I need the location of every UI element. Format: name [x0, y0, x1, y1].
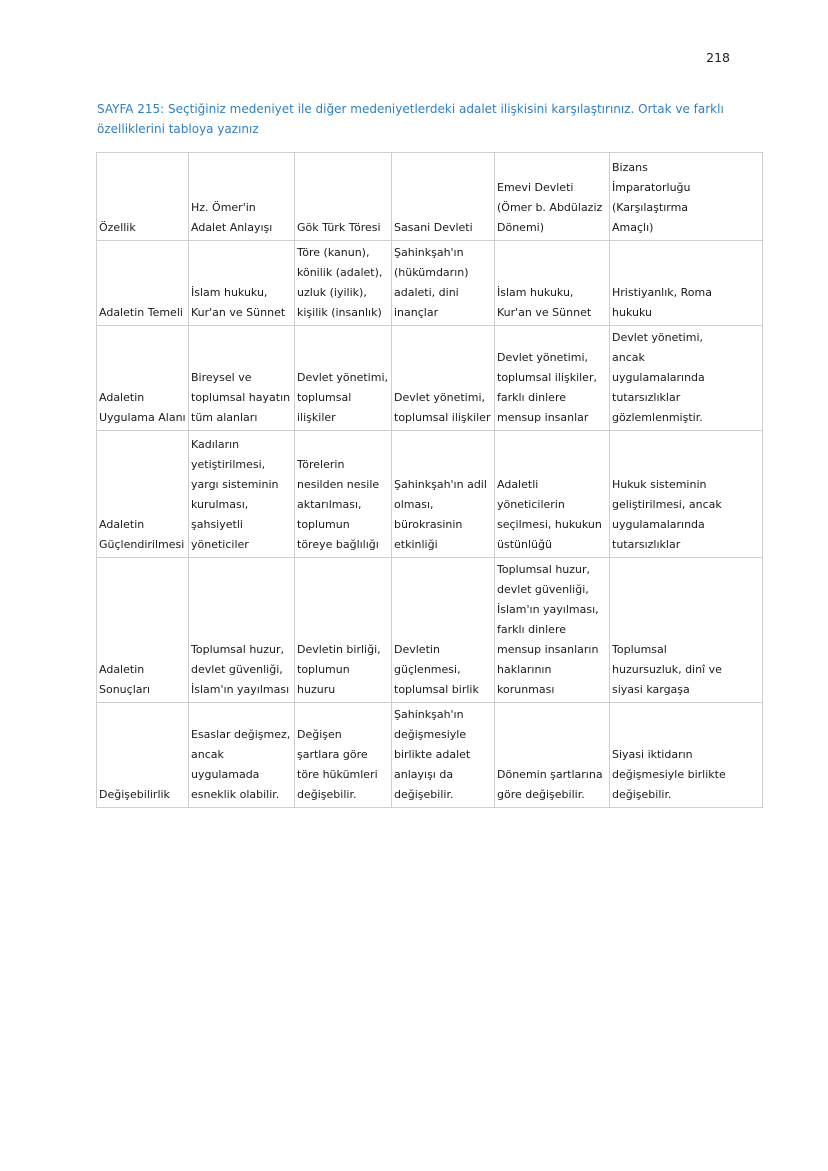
table-cell: Devlet yönetimi, toplumsal ilişkiler, farklı dinlere mensup insanlar: [495, 326, 610, 431]
header-cell-sasani: Sasani Devleti: [392, 153, 495, 241]
table-cell: Adaletli yöneticilerin seçilmesi, hukukun üstünlüğü: [495, 431, 610, 558]
header-cell-gokturk: Gök Türk Töresi: [295, 153, 392, 241]
row-label-cell: Adaletin Uygulama Alanı: [97, 326, 189, 431]
table-cell: Şahinkşah'ın (hükümdarın) adaleti, dini inançlar: [392, 241, 495, 326]
table-cell: Şahinkşah'ın adil olması, bürokrasinin etkinliği: [392, 431, 495, 558]
row-label-cell: Adaletin Temeli: [97, 241, 189, 326]
table-row: [97, 326, 763, 431]
table-cell: Devletin birliği, toplumun huzuru: [295, 558, 392, 703]
table-row: [97, 431, 763, 558]
page-number: 218: [706, 50, 730, 65]
header-cell-feature: Özellik: [97, 153, 189, 241]
table-cell: Hristiyanlık, Roma hukuku: [610, 241, 763, 326]
table-row: [97, 558, 763, 703]
table-cell: Toplumsal huzur, devlet güvenliği, İslam'ın yayılması, farklı dinlere mensup insanların haklarının korunması: [495, 558, 610, 703]
table-cell: Değişen şartlara göre töre hükümleri değişebilir.: [295, 703, 392, 808]
table-cell: İslam hukuku, Kur'an ve Sünnet: [495, 241, 610, 326]
table-cell: Töre (kanun), könilik (adalet), uzluk (iyilik), kişilik (insanlık): [295, 241, 392, 326]
row-label-cell: Değişebilirlik: [97, 703, 189, 808]
exercise-heading: SAYFA 215: Seçtiğiniz medeniyet ile diğer medeniyetlerdeki adalet ilişkisini karşılaştırınız. Ortak ve farklı özelliklerini tabloya yazınız: [97, 102, 724, 136]
table-row: [97, 703, 763, 808]
table-cell: Hukuk sisteminin geliştirilmesi, ancak uygulamalarında tutarsızlıklar: [610, 431, 763, 558]
table-cell: Devletin güçlenmesi, toplumsal birlik: [392, 558, 495, 703]
table-cell: Devlet yönetimi, toplumsal ilişkiler: [392, 326, 495, 431]
header-cell-bizans: Bizans İmparatorluğu (Karşılaştırma Amaçlı): [610, 153, 763, 241]
row-label-cell: Adaletin Güçlendirilmesi: [97, 431, 189, 558]
table-cell: Kadıların yetiştirilmesi, yargı sisteminin kurulması, şahsiyetli yöneticiler: [189, 431, 295, 558]
table-cell: Toplumsal huzursuzluk, dinî ve siyasi kargaşa: [610, 558, 763, 703]
table-cell: İslam hukuku, Kur'an ve Sünnet: [189, 241, 295, 326]
table-cell: Şahinkşah'ın değişmesiyle birlikte adalet anlayışı da değişebilir.: [392, 703, 495, 808]
table-cell: Toplumsal huzur, devlet güvenliği, İslam'ın yayılması: [189, 558, 295, 703]
comparison-table: [96, 152, 763, 808]
table-row: [97, 241, 763, 326]
table-cell: Devlet yönetimi, ancak uygulamalarında tutarsızlıklar gözlemlenmiştir.: [610, 326, 763, 431]
table-cell: Törelerin nesilden nesile aktarılması, toplumun töreye bağlılığı: [295, 431, 392, 558]
table-cell: Esaslar değişmez, ancak uygulamada esneklik olabilir.: [189, 703, 295, 808]
table-cell: Bireysel ve toplumsal hayatın tüm alanları: [189, 326, 295, 431]
table-cell: Devlet yönetimi, toplumsal ilişkiler: [295, 326, 392, 431]
table-cell: Siyasi iktidarın değişmesiyle birlikte değişebilir.: [610, 703, 763, 808]
header-cell-hz-omer: Hz. Ömer'in Adalet Anlayışı: [189, 153, 295, 241]
header-cell-emevi: Emevi Devleti (Ömer b. Abdülaziz Dönemi): [495, 153, 610, 241]
table-header-row: [97, 153, 763, 241]
table-cell: Dönemin şartlarına göre değişebilir.: [495, 703, 610, 808]
row-label-cell: Adaletin Sonuçları: [97, 558, 189, 703]
